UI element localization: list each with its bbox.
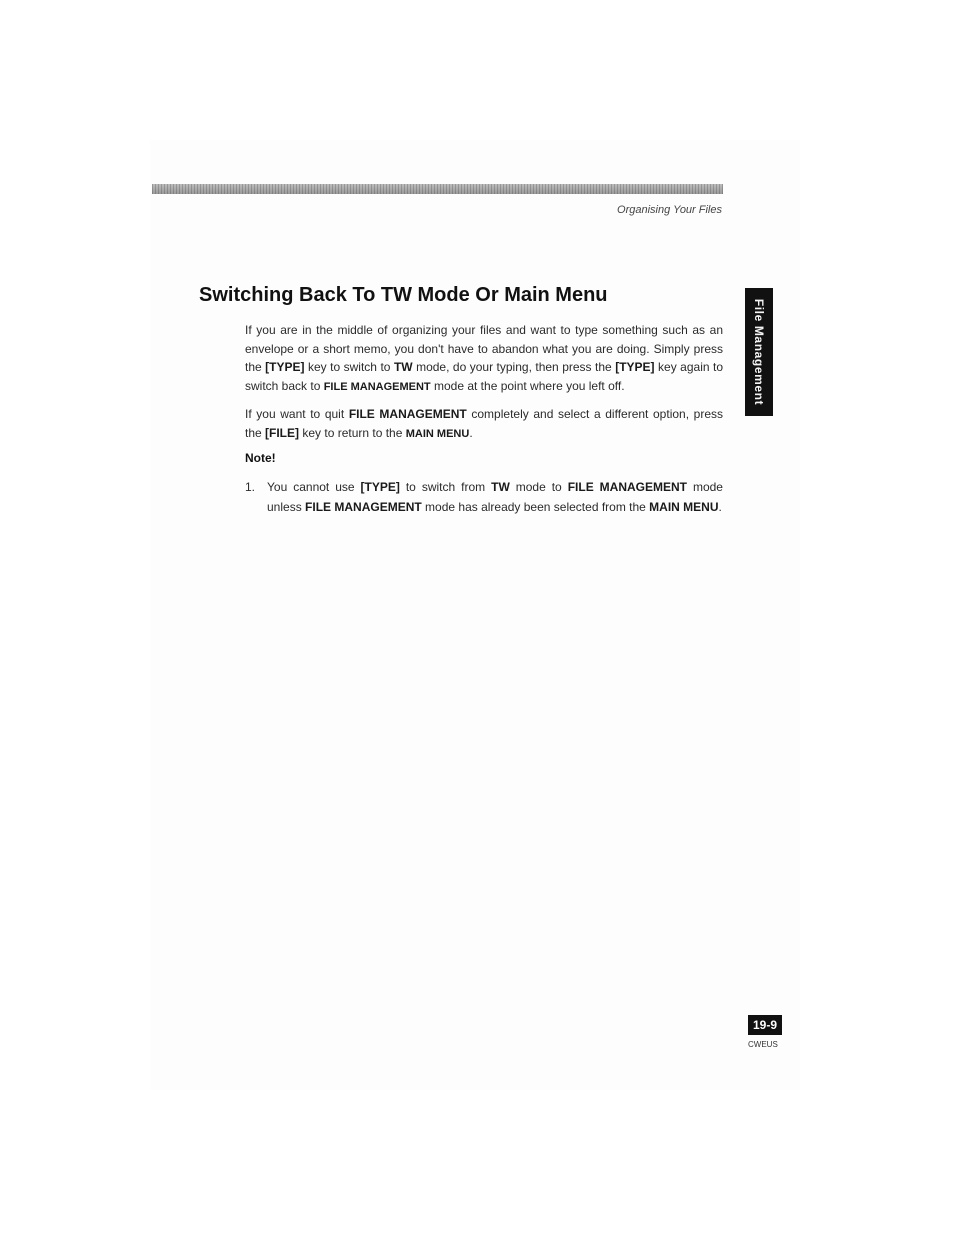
document-code: CWEUS [748, 1040, 778, 1049]
running-head: Organising Your Files [617, 204, 722, 216]
section-title: Switching Back To TW Mode Or Main Menu [199, 284, 608, 306]
note-text-6: . [718, 499, 722, 514]
note-text-5: mode has already been selected from the [421, 499, 650, 514]
p1-text-1: If you are in the middle of organizing your files and want to type something such as an envelope or a short memo, you don't have to abandon what you are doing. Simply press the [245, 323, 723, 374]
page-sheet [150, 140, 800, 1090]
note-text-4: mode unless [267, 480, 723, 514]
p1-text-3: mode, do your typing, then press the [412, 360, 616, 374]
note-text-3: mode to [509, 480, 568, 494]
note-label: Note! [245, 451, 276, 465]
note-item [245, 478, 723, 517]
p2-text-3: key to return to the [299, 425, 406, 440]
p2-main-menu: MAIN MENU [405, 427, 470, 440]
p1-text-5: mode at the point where you left off. [430, 378, 625, 393]
p1-file-management: FILE MANAGEMENT [323, 380, 431, 393]
side-tab [745, 288, 773, 416]
p2-text-4: . [469, 425, 473, 440]
note-number: 1. [245, 480, 256, 494]
p1-key-type-1: [TYPE] [265, 360, 305, 374]
paragraph-quit [245, 405, 723, 443]
p1-key-tw: TW [393, 360, 413, 374]
note-key-tw: TW [491, 480, 510, 494]
p1-text-2: key to switch to [304, 360, 394, 374]
note-file-management-2: FILE MANAGEMENT [305, 499, 422, 514]
paragraph-switch-back [245, 321, 723, 396]
note-key-type: [TYPE] [360, 480, 400, 494]
p2-text-1: If you want to quit [245, 407, 349, 421]
side-tab-label: File Management [752, 298, 766, 406]
note-file-management-1: FILE MANAGEMENT [567, 480, 687, 494]
note-list [245, 478, 723, 517]
p2-text-2: completely and select a different option, press the [245, 407, 723, 440]
note-text-1: You cannot use [267, 480, 361, 494]
page-number: 19-9 [748, 1015, 782, 1035]
p1-text-4: key again to switch back to [245, 360, 724, 393]
header-rule [152, 184, 723, 194]
p1-key-type-2: [TYPE] [615, 360, 655, 374]
p2-file-management: FILE MANAGEMENT [348, 407, 467, 421]
note-text-2: to switch from [399, 480, 492, 494]
p2-key-file: [FILE] [265, 425, 300, 440]
note-main-menu: MAIN MENU [649, 499, 719, 514]
